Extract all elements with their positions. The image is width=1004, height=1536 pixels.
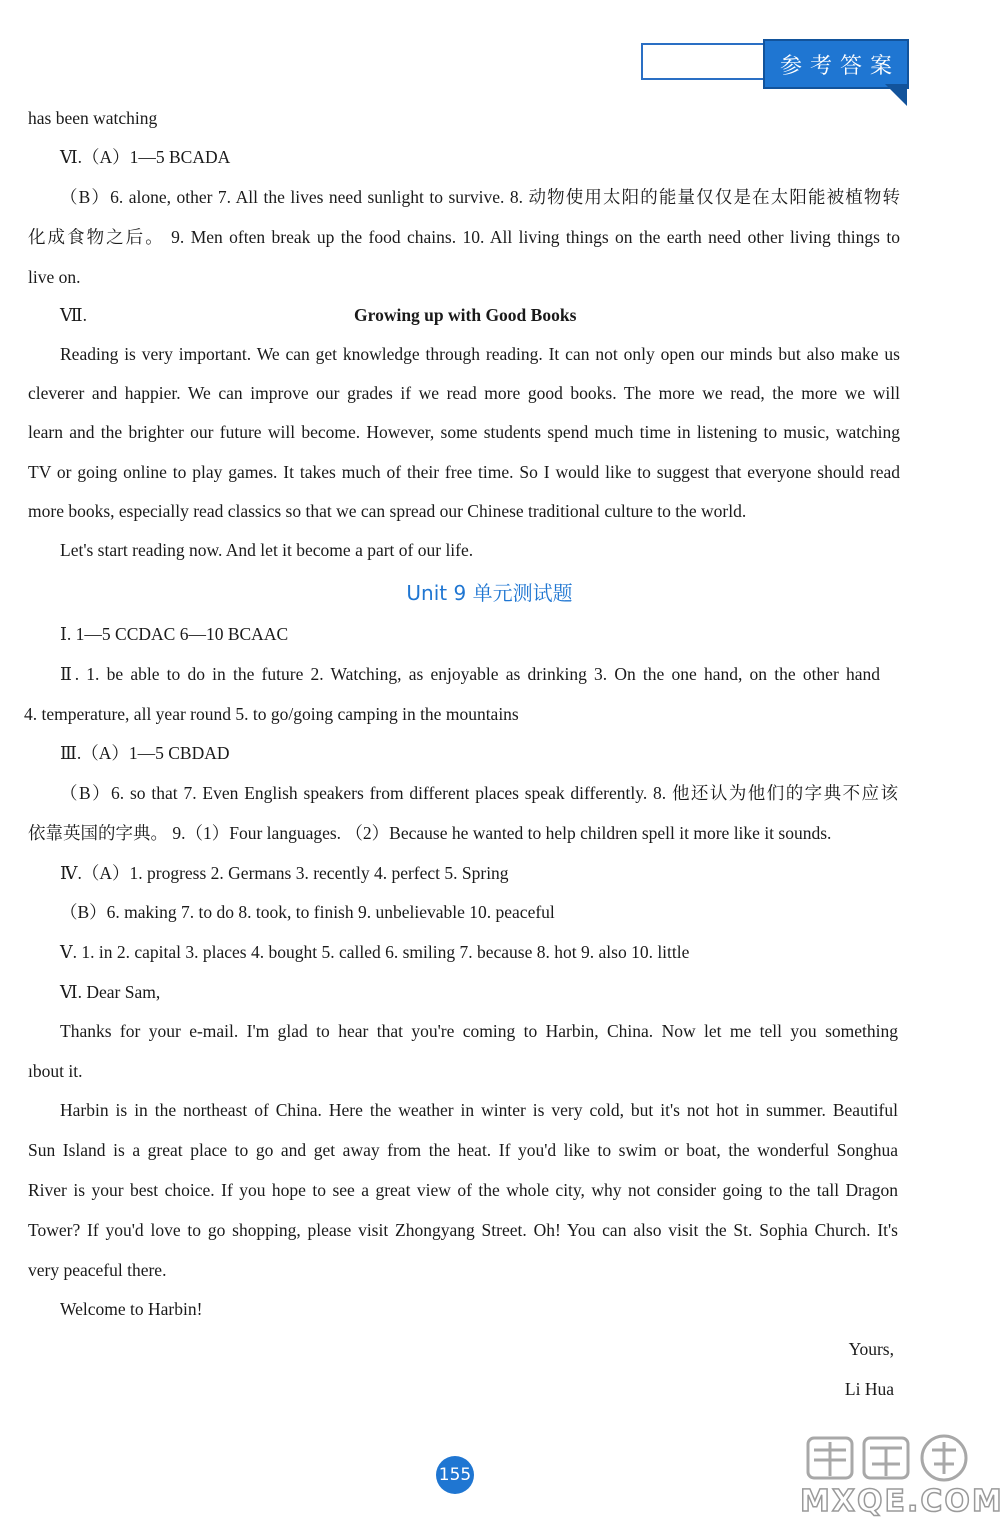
text-line: Sun Island is a great place to go and get away from the heat. If you'd like to swim or boat, the wonderful Songhua	[28, 1140, 898, 1160]
text-line: more books, especially read classics so that we can spread our Chinese traditional culture to the world.	[28, 501, 747, 521]
text-line: live on.	[28, 267, 81, 287]
header-title-box	[641, 43, 765, 80]
text-line: cleverer and happier. We can improve our grades if we read more good books. The more we read, the more we will	[28, 383, 900, 403]
text-line: Welcome to Harbin!	[60, 1299, 203, 1319]
text-line: Reading is very important. We can get knowledge through reading. It can not only open our minds but also make us	[60, 344, 900, 364]
text-line: Ⅳ.（A）1. progress 2. Germans 3. recently 4. perfect 5. Spring	[60, 863, 509, 883]
text-line: 化成食物之后。 9. Men often break up the food chains. 10. All living things on the earth need other living things to	[28, 227, 900, 247]
text-line: learn and the brighter our future will become. However, some students spend much time in listening to music, watching	[28, 422, 900, 442]
page-number: 155	[436, 1456, 474, 1494]
unit-heading: Unit 9 单元测试题	[406, 581, 573, 605]
watermark-logo	[800, 1430, 1004, 1530]
text-line: Ⅰ. 1—5 CCDAC 6—10 BCAAC	[60, 624, 289, 644]
text-line: Let's start reading now. And let it become a part of our life.	[60, 540, 474, 560]
text-line: （B）6. making 7. to do 8. took, to finish 9. unbelievable 10. peaceful	[60, 902, 555, 922]
signature-name: Li Hua	[844, 1379, 894, 1399]
text-line: Harbin is in the northeast of China. Here the weather in winter is very cold, but it's not hot in summer. Beautiful	[60, 1100, 898, 1120]
watermark-text: MXQE.COM	[800, 1484, 1004, 1519]
text-line: River is your best choice. If you hope to see a great view of the whole city, why not consider going to the tall Dragon	[28, 1180, 898, 1200]
text-line: Ⅱ. 1. be able to do in the future 2. Watching, as enjoyable as drinking 3. On the one hand, on the other hand	[60, 664, 880, 684]
text-line: （B）6. so that 7. Even English speakers from different places speak differently. 8. 他还认为他们的字典不应该	[60, 783, 898, 803]
answer-key-label: 参考答案	[779, 54, 900, 79]
watermark-glyphs-icon	[800, 1430, 978, 1486]
text-line: 4. temperature, all year round 5. to go/going camping in the mountains	[24, 704, 519, 724]
text-line: Ⅵ. Dear Sam,	[60, 982, 161, 1002]
text-line: ıbout it.	[28, 1061, 83, 1081]
text-line: 依靠英国的字典。 9.（1）Four languages. （2）Because he wanted to help children spell it more like it sounds.	[28, 823, 832, 843]
section-number: Ⅶ.	[60, 305, 87, 325]
text-line: Ⅴ. 1. in 2. capital 3. places 4. bought 5. called 6. smiling 7. because 8. hot 9. also 10. little	[60, 942, 690, 962]
text-line: has been watching	[28, 108, 158, 128]
text-line: （B）6. alone, other 7. All the lives need sunlight to survive. 8. 动物使用太阳的能量仅仅是在太阳能被植物转	[60, 187, 900, 207]
answer-key-tab	[763, 39, 909, 89]
text-line: TV or going online to play games. It takes much of their free time. So I would like to suggest that everyone should read	[28, 462, 900, 482]
text-line: very peaceful there.	[28, 1260, 167, 1280]
tab-corner-triangle	[885, 84, 907, 106]
closing-line: Yours,	[848, 1339, 894, 1359]
text-line: Ⅵ.（A）1—5 BCADA	[60, 147, 231, 167]
essay-title: Growing up with Good Books	[354, 305, 577, 325]
text-line: Ⅲ.（A）1—5 CBDAD	[60, 743, 230, 763]
text-line: Thanks for your e-mail. I'm glad to hear that you're coming to Harbin, China. Now let me tell you something	[60, 1021, 898, 1041]
text-line: Tower? If you'd love to go shopping, please visit Zhongyang Street. Oh! You can also visit the St. Sophia Church. It's	[28, 1220, 898, 1240]
